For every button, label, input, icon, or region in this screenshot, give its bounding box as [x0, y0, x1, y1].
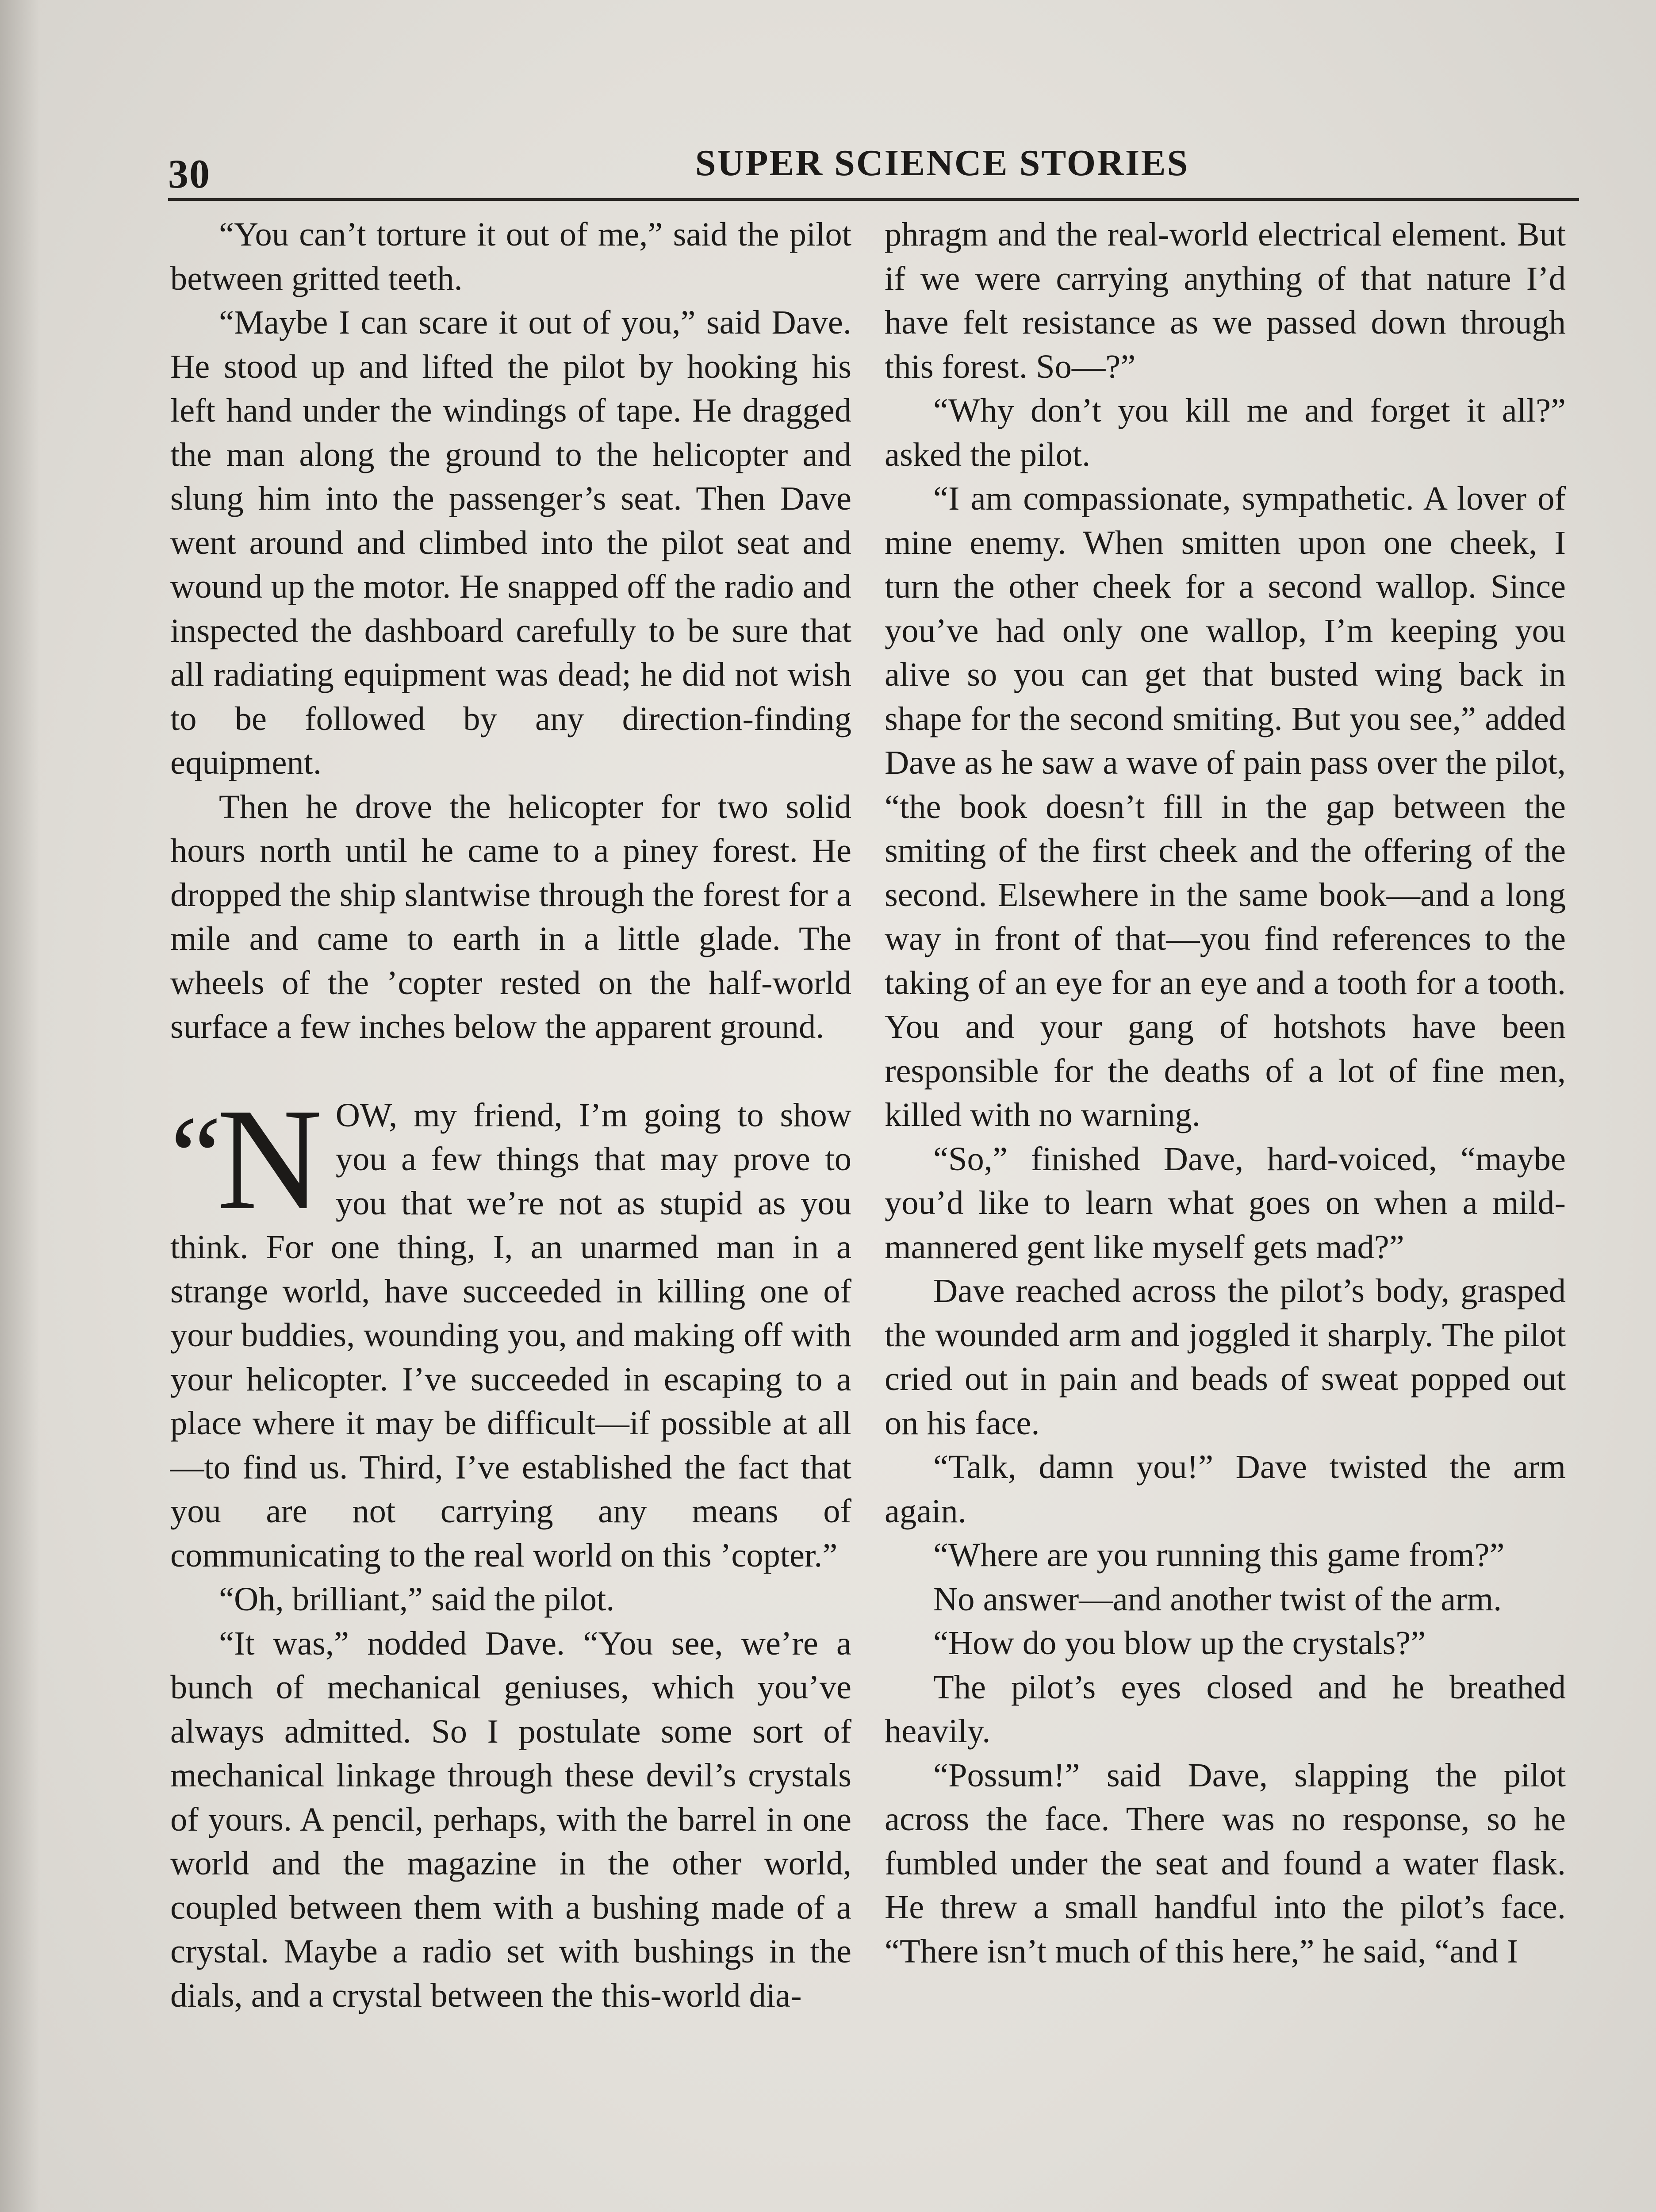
running-head: SUPER SCIENCE STORIES — [695, 142, 1189, 184]
drop-cap — [170, 1078, 318, 1240]
paragraph: Then he drove the helicopter for two solid hours north until he came to a piney forest. He dropped the ship slantwise through the forest for a mile and came to earth in a little glade. The wheels of the ’copter rested on the half-world surface a few inches below the apparent ground. — [170, 787, 851, 1045]
paragraph: No answer—and another twist of the arm. — [933, 1580, 1502, 1618]
page-number: 30 — [168, 151, 211, 196]
paragraph: “Possum!” said Dave, slapping the pilot across the face. There was no response, so he fumbled under the seat and found a water flask. He threw a small handful into the pilot’s face. “There isn’t much of this here,” he said, “and I — [885, 1756, 1566, 1970]
paragraph: “Oh, brilliant,” said the pilot. — [219, 1580, 615, 1618]
dropcap-paragraph-text: OW, my friend, I’m going to show you a few things that may prove to you that we’re not as stupid as you think. For one thing, I, an unarmed man in a strange world, have succeeded in killing one of your buddies, wounding you, and making off with your helicopter. I’ve succeeded in escaping to a place where it may be difficult—if possible at all—to find us. Third, I’ve established the fact that you are not carrying any means of communicating to the real world on this ’copter.” — [170, 1096, 851, 1574]
header-rule — [168, 198, 1579, 201]
continued-paragraph: phragm and the real-world electrical element. But if we were carrying anything of that nature I’d have felt resistance as we passed down through this forest. So—?” — [885, 215, 1566, 385]
drop-cap-quote: “ — [170, 1092, 217, 1220]
paragraph: “Maybe I can scare it out of you,” said Dave. He stood up and lifted the pilot by hooking his left hand under the windings of tape. He dragged the man along the ground to the helicopter and slung him into the passenger’s seat. Then Dave went around and climbed into the pilot seat and wound up the motor. He snapped off the radio and inspected the dashboard carefully to be sure that all radiating equipment was dead; he did not wish to be followed by any direction-finding equipment. — [170, 303, 851, 781]
binding-shadow — [0, 0, 40, 2212]
left-column — [170, 212, 851, 2017]
paragraph: “So,” finished Dave, hard-voiced, “maybe you’d like to learn what goes on when a mild-mannered gent like myself gets mad?” — [885, 1140, 1566, 1266]
page-header — [168, 133, 1579, 204]
right-column — [885, 212, 1566, 1973]
paragraph: “I am compassionate, sympathetic. A lover of mine enemy. When smitten upon one cheek, I turn the other cheek for a second wallop. Since you’ve had only one wallop, I’m keeping you alive so you can get that busted wing back in shape for the second smiting. But you see,” added Dave as he saw a wave of pain pass over the pilot, “the book doesn’t fill in the gap between the smiting of the first cheek and the offering of the second. Elsewhere in the same book—and a long way in front of that—you find references to the taking of an eye for an eye and a tooth for a tooth. You and your gang of hotshots have been responsible for the deaths of a lot of fine men, killed with no warning. — [885, 480, 1566, 1133]
drop-cap-letter: N — [217, 1078, 318, 1240]
paragraph: “You can’t torture it out of me,” said the pilot between gritted teeth. — [170, 215, 851, 297]
paragraph: “Talk, damn you!” Dave twisted the arm again. — [885, 1448, 1566, 1530]
dropcap-paragraph — [170, 1078, 851, 1578]
paragraph: “It was,” nodded Dave. “You see, we’re a bunch of mechanical geniuses, which you’ve always admitted. So I postulate some sort of mechanical linkage through these devil’s crystals of yours. A pencil, perhaps, with the barrel in one world and the magazine in the other world, coupled between them with a bushing made of a crystal. Maybe a radio set with bushings in the dials, and a crystal between the this-world dia- — [170, 1624, 851, 2014]
paragraph: “Where are you running this game from?” — [933, 1536, 1505, 1574]
paragraph: Dave reached across the pilot’s body, grasped the wounded arm and joggled it sharply. The pilot cried out in pain and beads of sweat popped out on his face. — [885, 1272, 1566, 1442]
paragraph: “How do you blow up the crystals?” — [933, 1624, 1426, 1662]
paragraph: The pilot’s eyes closed and he breathed heavily. — [885, 1668, 1566, 1750]
paragraph: “Why don’t you kill me and forget it all?” asked the pilot. — [885, 392, 1566, 473]
